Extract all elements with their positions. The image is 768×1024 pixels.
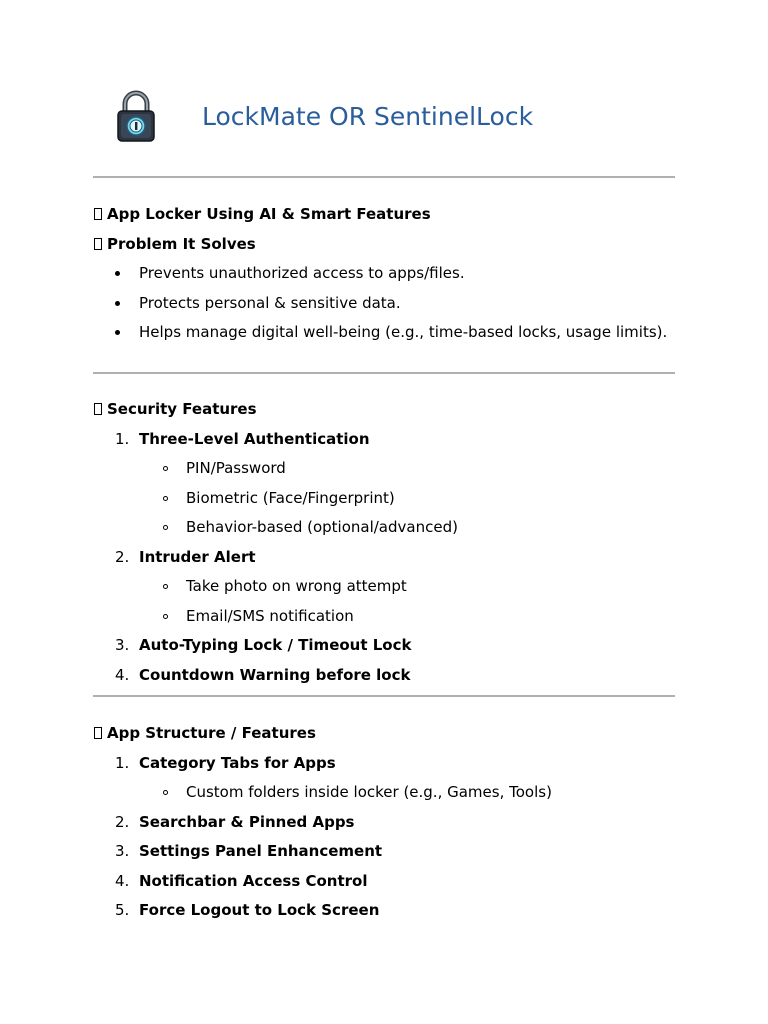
numbered-item: 3. Auto-Typing Lock / Timeout Lock [115,636,412,654]
padlock-icon [112,88,160,144]
bullet-icon [115,330,120,335]
sub-item: Behavior-based (optional/advanced) [93,518,675,548]
missing-glyph-icon [94,403,102,415]
heading-text: Security Features [107,400,257,418]
sub-item: Custom folders inside locker (e.g., Games, Tools) [93,783,675,813]
sub-item: Take photo on wrong attempt [93,577,675,607]
circle-bullet-icon [163,614,168,619]
missing-glyph-icon [94,727,102,739]
numbered-item: 2. Searchbar & Pinned Apps [115,812,355,831]
heading-text: Problem It Solves [107,234,256,253]
bullet-icon [115,271,120,276]
security-section [93,400,675,695]
page-title: LockMate OR SentinelLock [202,102,534,131]
numbered-item: 1. Category Tabs for Apps [115,753,336,772]
circle-bullet-icon [163,496,168,501]
heading-text: App Locker Using AI & Smart Features [107,205,431,223]
divider [93,372,675,374]
list-item: Prevents unauthorized access to apps/files. [93,264,675,283]
section-heading [93,724,675,754]
section-heading [93,205,675,235]
numbered-item: 2. Intruder Alert [115,547,256,566]
numbered-item: 4. Notification Access Control [115,871,368,890]
sub-item: Biometric (Face/Fingerprint) [93,489,675,519]
sub-item: PIN/Password [93,459,675,489]
numbered-item: 5. Force Logout to Lock Screen [115,901,380,919]
numbered-item: 1. Three-Level Authentication [115,429,370,448]
divider [93,176,675,178]
problem-list [93,264,675,342]
section-heading [93,235,675,265]
section-heading [93,400,675,430]
bullet-icon [115,301,120,306]
numbered-item: 4. Countdown Warning before lock [115,665,411,684]
circle-bullet-icon [163,466,168,471]
circle-bullet-icon [163,584,168,589]
list-item: Helps manage digital well-being (e.g., time-based locks, usage limits). [93,323,675,342]
list-item: Protects personal & sensitive data. [93,294,675,313]
circle-bullet-icon [163,525,168,530]
sub-item: Email/SMS notification [93,607,675,637]
intro-section [93,205,675,353]
structure-section [93,724,675,931]
numbered-item: 3. Settings Panel Enhancement [115,842,383,860]
missing-glyph-icon [94,238,102,250]
missing-glyph-icon [94,208,102,220]
circle-bullet-icon [163,790,168,795]
divider [93,695,675,697]
heading-text: App Structure / Features [107,724,316,742]
document-header [0,0,768,160]
